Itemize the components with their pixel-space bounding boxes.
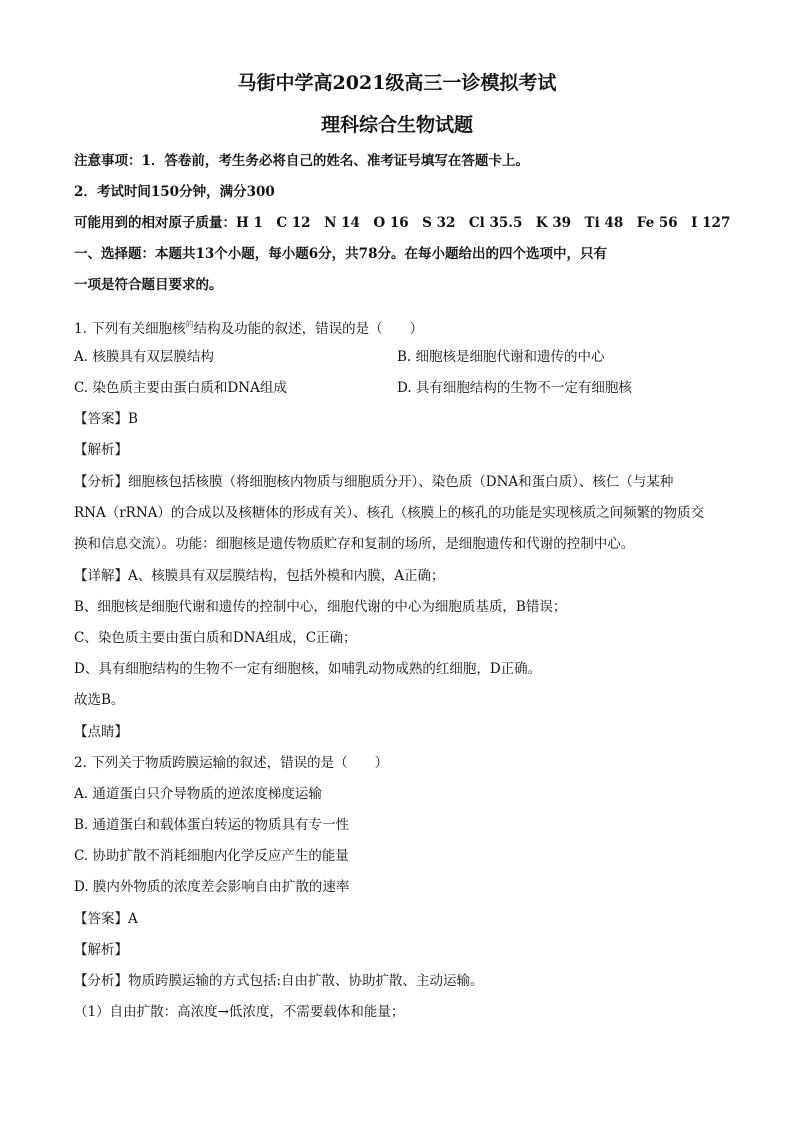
q1-dianjing: 【点睛】 xyxy=(74,724,128,740)
q2-analysis-line-1: 【分析】物质跨膜运输的方式包括:自由扩散、协助扩散、主动运输。 xyxy=(74,973,484,989)
q1-detail-line-1: 【详解】A、核膜具有双层膜结构，包括外模和内膜，A正确； xyxy=(74,568,445,584)
section-heading-line-2: 一项是符合题目要求的。 xyxy=(74,277,223,293)
page-subtitle: 理科综合生物试题 xyxy=(320,114,473,136)
q1-analysis-line-1: 【分析】细胞核包括核膜（将细胞核内物质与细胞质分开）、染色质（DNA和蛋白质）、核仁（与某种 xyxy=(74,474,674,490)
q1-detail-line-2: B、细胞核是细胞代谢和遗传的控制中心，细胞代谢的中心为细胞质基质，B错误； xyxy=(74,599,567,615)
q2-option-d: D. 膜内外物质的浓度差会影响自由扩散的速率 xyxy=(74,879,350,895)
q2-option-a: A. 通道蛋白只介导物质的逆浓度梯度运输 xyxy=(74,786,322,802)
q1-option-a: A. 核膜具有双层膜结构 xyxy=(74,349,214,365)
q1-option-d: D. 具有细胞结构的生物不一定有细胞核 xyxy=(397,380,632,396)
q1-detail-line-3: C、染色质主要由蛋白质和DNA组成，C正确； xyxy=(74,630,357,646)
q1-answer: 【答案】B xyxy=(74,411,138,427)
q1-analysis-line-2: RNA（rRNA）的合成以及核糖体的形成有关）、核孔（核膜上的核孔的功能是实现核质之间频繁的物质交 xyxy=(74,505,705,521)
notice-line-1: 注意事项：1．答卷前，考生务必将自己的姓名、准考证号填写在答题卡上。 xyxy=(74,153,529,169)
q1-analysis-line-3: 换和信息交流）。功能：细胞核是遗传物质贮存和复制的场所，是细胞遗传和代谢的控制中心。 xyxy=(74,536,635,552)
q1-analysis-heading: 【解析】 xyxy=(74,442,128,458)
q1-stem-mark: 的 xyxy=(185,320,194,329)
q2-analysis-heading: 【解析】 xyxy=(74,942,128,958)
q1-option-b: B. 细胞核是细胞代谢和遗传的中心 xyxy=(397,349,605,365)
q1-stem-part-1: 1. 下列有关细胞核 xyxy=(74,321,186,337)
q2-option-b: B. 通道蛋白和载体蛋白转运的物质具有专一性 xyxy=(74,817,350,833)
q1-conclusion: 故选B。 xyxy=(74,692,125,708)
q1-option-c: C. 染色质主要由蛋白质和DNA组成 xyxy=(74,380,287,396)
q1-stem-part-2: 结构及功能的叙述，错误的是（ ） xyxy=(193,321,424,337)
q2-stem: 2. 下列关于物质跨膜运输的叙述，错误的是（ ） xyxy=(74,755,389,771)
q2-answer: 【答案】A xyxy=(74,911,138,927)
page-title: 马街中学高2021级高三一诊模拟考试 xyxy=(237,72,557,94)
notice-line-2: 2．考试时间150分钟，满分300 xyxy=(74,184,275,200)
q1-stem xyxy=(74,315,423,339)
section-heading-line-1: 一、选择题：本题共13个小题，每小题6分，共78分。在每小题给出的四个选项中，只有 xyxy=(74,246,607,262)
q1-detail-line-4: D、具有细胞结构的生物不一定有细胞核，如哺乳动物成熟的红细胞，D正确。 xyxy=(74,661,542,677)
notice-atomic-mass: 可能用到的相对原子质量：H 1 C 12 N 14 O 16 S 32 Cl 35.5 K 39 Ti 48 Fe 56 I 127 xyxy=(74,215,731,231)
q2-analysis-line-2: （1）自由扩散：高浓度→低浓度，不需要载体和能量； xyxy=(74,1004,405,1020)
q2-option-c: C. 协助扩散不消耗细胞内化学反应产生的能量 xyxy=(74,848,349,864)
